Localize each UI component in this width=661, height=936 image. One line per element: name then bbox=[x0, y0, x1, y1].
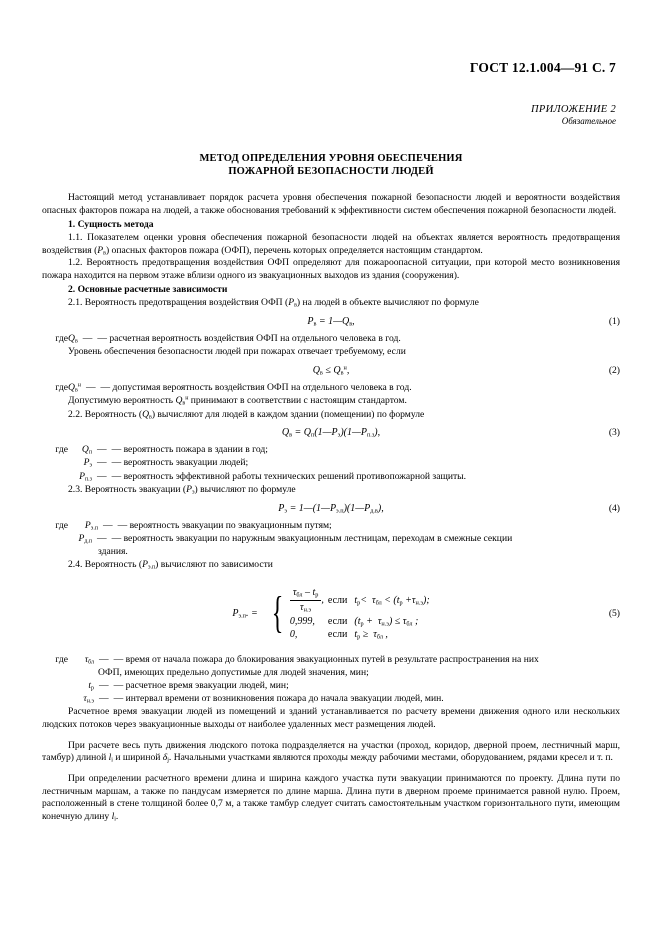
curly-brace-icon: { bbox=[271, 588, 284, 638]
formula-5-case-1 bbox=[290, 586, 430, 615]
clause-2-3-text-a: 2.3. Вероятность эвакуации ( bbox=[68, 483, 187, 495]
formula-1-definitions bbox=[42, 332, 620, 345]
formula-5-case-3-value: 0, bbox=[289, 628, 298, 640]
definition-ppz bbox=[42, 470, 620, 483]
fraction-numerator: $\tau_{бл} - t_р$ bbox=[290, 587, 322, 601]
formula-5-expression bbox=[232, 586, 429, 641]
symbol-li-final: $l_i$ bbox=[111, 811, 116, 823]
definition-pep bbox=[42, 519, 620, 532]
definition-qp-text: — вероятность пожара в здании в год; bbox=[111, 444, 268, 456]
definition-ppz-text: — вероятность эффективной работы технических решений противопожарной защиты. bbox=[111, 470, 467, 482]
page-header-standard-ref: ГОСТ 12.1.004—91 С. 7 bbox=[469, 60, 616, 75]
definition-qp bbox=[42, 443, 620, 456]
clause-1-1-text-a: 1.1. Показателем оценки уровня обеспечения пожарной безопасности людей на объектах является вероятность предотвращения воздействия ( bbox=[42, 231, 620, 256]
formula-3 bbox=[42, 427, 620, 438]
clause-2-1-text-a: 2.1. Вероятность предотвращения воздействия ОФП ( bbox=[68, 297, 289, 309]
formula-5-definitions bbox=[42, 653, 620, 706]
formula-3-number: (3) bbox=[608, 427, 620, 439]
symbol-delta-j: $\delta_j$ bbox=[162, 752, 169, 765]
definition-pdp-text: — вероятность эвакуации по наружным эвакуационным лестницам, переходам в смежные секции bbox=[111, 532, 513, 544]
formula-5-case-2 bbox=[290, 615, 430, 628]
definition-qv bbox=[42, 332, 620, 345]
definition-qv-symbol: $Q_в$ bbox=[68, 332, 78, 345]
where-label-4: где bbox=[55, 519, 68, 531]
where-label-1: где bbox=[55, 332, 68, 344]
clause-2-4-text-b: ) вычисляют по зависимости bbox=[155, 559, 273, 571]
clause-2-4 bbox=[42, 559, 620, 572]
definition-dash: — bbox=[97, 532, 107, 544]
page-title bbox=[42, 152, 620, 179]
definition-pep-text: — вероятность эвакуации по эвакуационным путям; bbox=[117, 519, 332, 531]
definition-dash: — bbox=[99, 653, 109, 665]
definition-tp-symbol: $t_р$ bbox=[88, 680, 94, 692]
clause-2-3 bbox=[42, 484, 620, 497]
formula-5-case-3-if: если bbox=[327, 628, 348, 640]
formula-3-definitions bbox=[42, 443, 620, 483]
calc-time-paragraph: Расчетное время эвакуации людей из помещений и зданий устанавливается по расчету времени движения одного или нескольких людских потоков через эвакуационные выходы от наиболее удаленных мест размещения людей. bbox=[42, 706, 620, 731]
clause-2-1-text-b: ) на людей в объекте вычисляют по формуле bbox=[296, 297, 479, 309]
definition-qvn-symbol: $Q_в^н$ bbox=[68, 381, 81, 394]
paths-text-c: . Начальными участками являются проходы между рабочими местами, оборудованием, рядами кресел и т. п. bbox=[168, 752, 613, 764]
formula-5-case-2-condition: $(t_р + \tau_{н.э}) \le \tau_{бл}$ ; bbox=[354, 615, 419, 628]
definition-dash: — bbox=[82, 332, 93, 344]
definition-qvn bbox=[42, 381, 620, 394]
definition-pdp-text-cont: здания. bbox=[98, 546, 128, 558]
definition-dash: — bbox=[97, 457, 107, 469]
symbol-qv-inline: $Q_в$ bbox=[142, 408, 152, 421]
symbol-li: $l_i$ bbox=[108, 752, 113, 765]
where-label-3: где bbox=[55, 444, 68, 456]
clause-2-2 bbox=[42, 409, 620, 422]
fraction bbox=[290, 587, 322, 614]
safety-level-line: Уровень обеспечения безопасности людей при пожарах отвечает требуемому, если bbox=[68, 346, 406, 358]
definition-dash: — bbox=[103, 519, 113, 531]
page-title-line-1: МЕТОД ОПРЕДЕЛЕНИЯ УРОВНЯ ОБЕСПЕЧЕНИЯ bbox=[199, 153, 463, 164]
clause-2-3-text-b: ) вычисляют по формуле bbox=[194, 483, 296, 495]
definition-dash: — bbox=[99, 693, 109, 705]
design-text-b: . bbox=[115, 811, 119, 823]
formula-4-number: (4) bbox=[608, 502, 620, 514]
section-1-heading: 1. Сущность метода bbox=[68, 219, 154, 231]
section-2-heading: 2. Основные расчетные зависимости bbox=[68, 284, 228, 296]
symbol-pep-inline: $P_{э.п}$ bbox=[142, 559, 156, 571]
formula-4 bbox=[42, 503, 620, 514]
clause-1-1-text-b: ) опасных факторов пожара (ОФП), перечень которых определяется настоящим стандартом. bbox=[105, 244, 483, 256]
definition-pdp-symbol: $P_{д.п}$ bbox=[78, 532, 92, 545]
formula-2 bbox=[42, 365, 620, 376]
annex-title: ПРИЛОЖЕНИЕ 2 bbox=[531, 104, 616, 115]
definition-pep-symbol: $P_{э.п}$ bbox=[84, 519, 98, 532]
formula-5-case-1-condition: $t_р< \tau_{бл} < (t_р +\tau_{н.э})$; bbox=[354, 594, 430, 607]
formula-2-number: (2) bbox=[608, 364, 620, 376]
symbol-pe-inline: $P_э$ bbox=[186, 483, 195, 496]
definition-pe-symbol: $P_э$ bbox=[83, 457, 92, 470]
definition-pe-text: — вероятность эвакуации людей; bbox=[111, 457, 249, 469]
allowed-probability-line bbox=[42, 395, 620, 408]
formula-4-expression: $P_э$ = $1—(1—P_{э.п})(1—P_{д.в})$, bbox=[278, 502, 384, 515]
page-title-line-2: ПОЖАРНОЙ БЕЗОПАСНОСТИ ЛЮДЕЙ bbox=[228, 166, 434, 178]
definition-pdp bbox=[42, 532, 620, 545]
definition-dash: — bbox=[85, 381, 96, 393]
definition-tau-ne-text: — интервал времени от возникновения пожара до начала эвакуации людей, мин. bbox=[113, 693, 444, 705]
annex-subtitle: Обязательное bbox=[561, 116, 616, 126]
definition-tau-ne bbox=[42, 692, 620, 705]
clause-2-4-text-a: 2.4. Вероятность ( bbox=[68, 559, 143, 571]
formula-5-case-2-value: 0,999, bbox=[289, 615, 315, 627]
intro-paragraph: Настоящий метод устанавливает порядок расчета уровня обеспечения пожарной безопасности людей и вероятности воздействия опасных факторов пожара на людей, а также обоснования требований к эффективности систем обеспечения пожарной безопасности людей. bbox=[42, 191, 620, 216]
formula-5-case-2-if: если bbox=[327, 615, 348, 627]
clause-1-1 bbox=[42, 232, 620, 257]
formula-2-expression: $Q_в \le Q_в^н$, bbox=[312, 364, 350, 377]
formula-5-lhs: $P_{э.п}$. = bbox=[232, 607, 258, 620]
symbol-pv: $P_в$ bbox=[97, 244, 106, 257]
annex-block bbox=[42, 104, 620, 126]
formula-3-expression: $Q_в$ = $Q_п(1—P_э)(1—P_{п.з})$, bbox=[281, 427, 381, 439]
where-label-2: где bbox=[55, 381, 68, 393]
where-label-5: где bbox=[55, 653, 68, 665]
formula-5-case-1-if: если bbox=[327, 594, 348, 606]
definition-qv-text: — расчетная вероятность воздействия ОФП на отдельного человека в год. bbox=[97, 332, 401, 344]
definition-tau-ne-symbol: $\tau_{н.э}$ bbox=[83, 693, 94, 705]
definition-qp-symbol: $Q_п$ bbox=[81, 444, 92, 456]
formula-5-case-3 bbox=[290, 628, 430, 641]
clause-2-1 bbox=[42, 297, 620, 310]
fraction-denominator: $\tau_{н.э}$ bbox=[300, 601, 312, 614]
clause-2-2-text-b: ) вычисляют для людей в каждом здании (помещении) по формуле bbox=[151, 408, 425, 420]
definition-tau-bl-symbol: $\tau_{бл}$ bbox=[84, 653, 94, 666]
definition-dash: — bbox=[97, 470, 107, 482]
formula-1-number: (1) bbox=[608, 315, 620, 327]
design-text-a: При определении расчетного времени длина и ширина каждого участка пути эвакуации принимаются по проекту. Длина пути по лестничным маршам, а также по пандусам измеряется по длине марша. Длина пути в дверном проеме принимается равной нулю. Проем, расположенный в стене толщиной более 0,7 м, а также тамбур следует считать самостоятельным участком горизонтального пути, имеющим конечную длину bbox=[42, 773, 620, 823]
definition-qvn-text: — допустимая вероятность воздействия ОФП на отдельного человека в год. bbox=[100, 381, 412, 393]
clause-2-2-text-a: 2.2. Вероятность ( bbox=[68, 408, 143, 420]
symbol-pv-inline: $P_в$ bbox=[288, 297, 297, 309]
clause-1-2: 1.2. Вероятность предотвращения воздействия ОФП определяют для пожароопасной ситуации, при которой место возникновения пожара находится на первом этаже вблизи одного из эвакуационных выходов из здания (сооружения). bbox=[42, 257, 620, 281]
formula-1-expression: $P_в$ = $1—Q_в$, bbox=[307, 315, 355, 328]
formula-1 bbox=[42, 316, 620, 327]
paths-paragraph bbox=[42, 740, 620, 765]
definition-tp bbox=[42, 679, 620, 692]
paths-text-b: и шириной bbox=[112, 752, 163, 764]
definition-pe bbox=[42, 456, 620, 469]
definition-tau-bl bbox=[42, 653, 620, 666]
formula-5 bbox=[42, 586, 620, 641]
page-content bbox=[42, 0, 620, 824]
formula-5-number: (5) bbox=[608, 607, 620, 619]
definition-tau-bl-text-cont: ОФП, имеющих предельно допустимые для людей значения, мин; bbox=[98, 666, 369, 678]
definition-tau-bl-text: — время от начала пожара до блокирования эвакуационных путей в результате распространения на них bbox=[113, 653, 539, 665]
symbol-qvn-inline: $Q_в^н$ bbox=[175, 394, 189, 407]
design-paragraph bbox=[42, 773, 620, 824]
allowed-probability-text-b: принимают в соответствии с настоящим стандартом. bbox=[190, 394, 407, 406]
formula-5-cases bbox=[290, 586, 430, 641]
definition-ppz-symbol: $P_{п.з}$ bbox=[79, 470, 92, 483]
definition-dash: — bbox=[97, 444, 107, 456]
formula-5-case-1-value: $\frac{\tau_{бл} - t_р}{\tau_{н.э}}$ , bbox=[290, 586, 324, 615]
definition-dash: — bbox=[99, 680, 109, 691]
definition-tp-text: — расчетное время эвакуации людей, мин; bbox=[113, 680, 289, 691]
allowed-probability-text-a: Допустимую вероятность bbox=[68, 394, 174, 406]
formula-4-definitions bbox=[42, 519, 620, 559]
formula-5-case-3-condition: $t_р \ge \tau_{бл}$ , bbox=[354, 628, 388, 641]
formula-2-definitions bbox=[42, 381, 620, 394]
paths-text-a: При расчете весь путь движения людского потока подразделяется на участки (проход, коридор, дверной проем, лестничный марш, тамбур) длиной bbox=[42, 739, 620, 764]
